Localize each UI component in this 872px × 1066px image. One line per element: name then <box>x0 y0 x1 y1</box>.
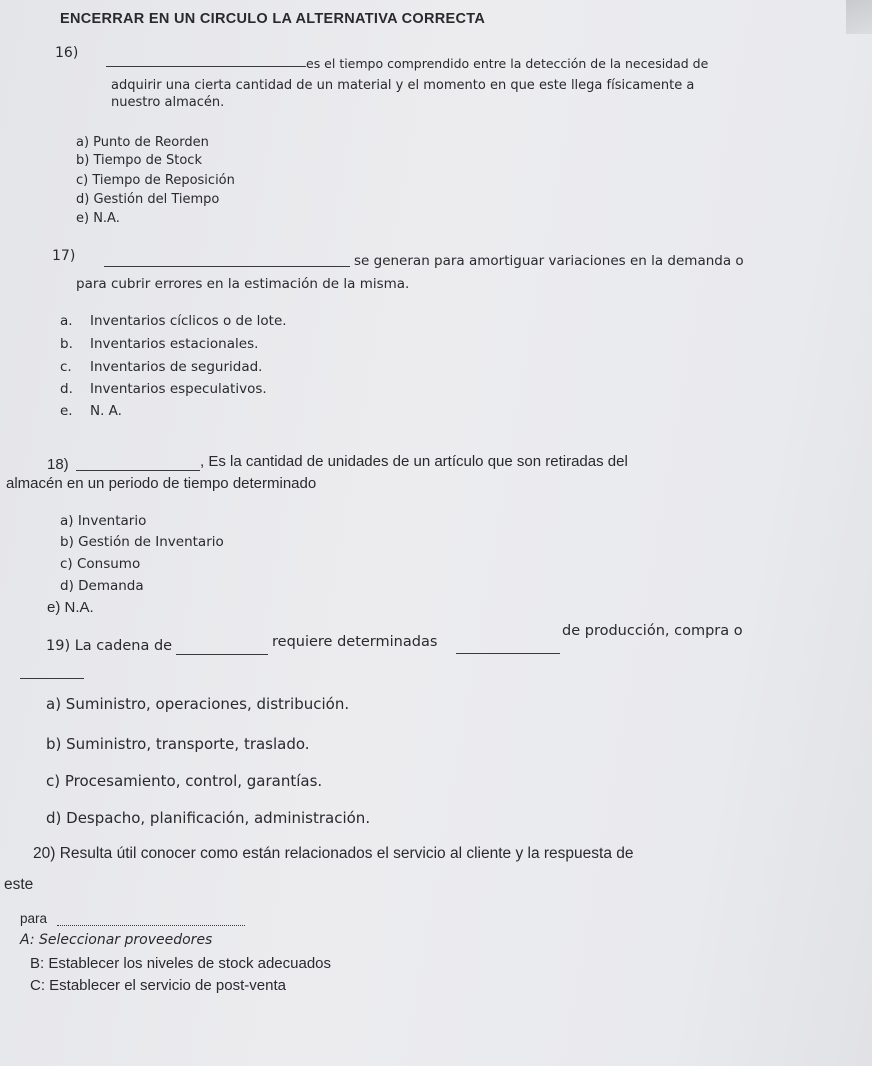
q19-text-part3: de producción, compra o <box>562 623 743 639</box>
q17-option-a[interactable]: Inventarios cíclicos o de lote. <box>90 313 287 329</box>
q17-option-d[interactable]: Inventarios especulativos. <box>90 381 267 397</box>
q18-option-b[interactable]: b) Gestión de Inventario <box>60 534 224 550</box>
q20-text-line3: para <box>20 911 48 926</box>
q16-option-e[interactable]: e) N.A. <box>76 211 120 226</box>
q17-option-e[interactable]: N. A. <box>90 403 122 419</box>
q20-option-a[interactable]: A: Seleccionar proveedores <box>20 932 213 948</box>
q18-option-a[interactable]: a) Inventario <box>60 513 147 529</box>
q18-option-c[interactable]: c) Consumo <box>60 556 141 572</box>
q18-option-d[interactable]: d) Demanda <box>60 578 144 594</box>
q16-text-line3: nuestro almacén. <box>111 95 225 110</box>
q17-option-c-letter: c. <box>60 359 72 375</box>
q19-text-part2: requiere determinadas <box>272 634 438 650</box>
q17-option-b[interactable]: Inventarios estacionales. <box>90 336 259 352</box>
q17-option-b-letter: b. <box>60 336 73 352</box>
q20-text-line1: 20) Resulta útil conocer como están relacionados el servicio al cliente y la respuesta de <box>33 845 634 862</box>
q17-option-d-letter: d. <box>60 381 73 397</box>
q19-answer-blank-1[interactable] <box>176 642 268 655</box>
q16-option-d[interactable]: d) Gestión del Tiempo <box>76 192 220 207</box>
q20-option-b[interactable]: B: Establecer los niveles de stock adecuados <box>30 955 332 972</box>
q16-text-line2: adquirir una cierta cantidad de un material y el momento en que este llega físicamente a <box>111 78 695 93</box>
page-corner-shadow <box>846 0 872 34</box>
q17-option-e-letter: e. <box>60 403 73 419</box>
q20-text-line2: este <box>4 876 34 893</box>
q19-option-a[interactable]: a) Suministro, operaciones, distribución. <box>46 695 350 713</box>
q16-option-a[interactable]: a) Punto de Reorden <box>76 135 209 150</box>
q17-text-line1: se generan para amortiguar variaciones en la demanda o <box>354 253 744 269</box>
q20-option-c[interactable]: C: Establecer el servicio de post-venta <box>30 977 286 994</box>
q19-option-d[interactable]: d) Despacho, planificación, administración. <box>46 809 371 827</box>
q19-option-c[interactable]: c) Procesamiento, control, garantías. <box>46 772 323 790</box>
q17-text-line2: para cubrir errores en la estimación de la misma. <box>76 276 410 292</box>
q17-option-c[interactable]: Inventarios de seguridad. <box>90 359 263 375</box>
q16-option-c[interactable]: c) Tiempo de Reposición <box>76 173 235 188</box>
page-title: ENCERRAR EN UN CIRCULO LA ALTERNATIVA CORRECTA <box>60 11 486 27</box>
q18-option-e[interactable]: e) N.A. <box>47 599 94 616</box>
q16-option-b[interactable]: b) Tiempo de Stock <box>76 153 202 168</box>
q19-answer-blank-2[interactable] <box>456 641 560 654</box>
q20-answer-blank[interactable] <box>57 914 245 926</box>
q16-answer-blank[interactable] <box>106 52 306 67</box>
q18-text-line1: , Es la cantidad de unidades de un artículo que son retiradas del <box>200 453 628 470</box>
q17-answer-blank[interactable] <box>104 254 350 267</box>
q16-number: 16) <box>55 45 79 61</box>
q16-text-line1: es el tiempo comprendido entre la detección de la necesidad de <box>306 56 709 71</box>
q19-option-b[interactable]: b) Suministro, transporte, traslado. <box>46 735 310 753</box>
q19-answer-blank-3[interactable] <box>20 668 84 679</box>
q18-text-line2: almacén en un periodo de tiempo determinado <box>6 475 317 492</box>
q19-text-part1: 19) La cadena de <box>46 638 173 654</box>
q17-option-a-letter: a. <box>60 313 73 329</box>
q18-number: 18) <box>47 456 69 473</box>
q18-answer-blank[interactable] <box>76 458 200 471</box>
q17-number: 17) <box>52 248 76 264</box>
